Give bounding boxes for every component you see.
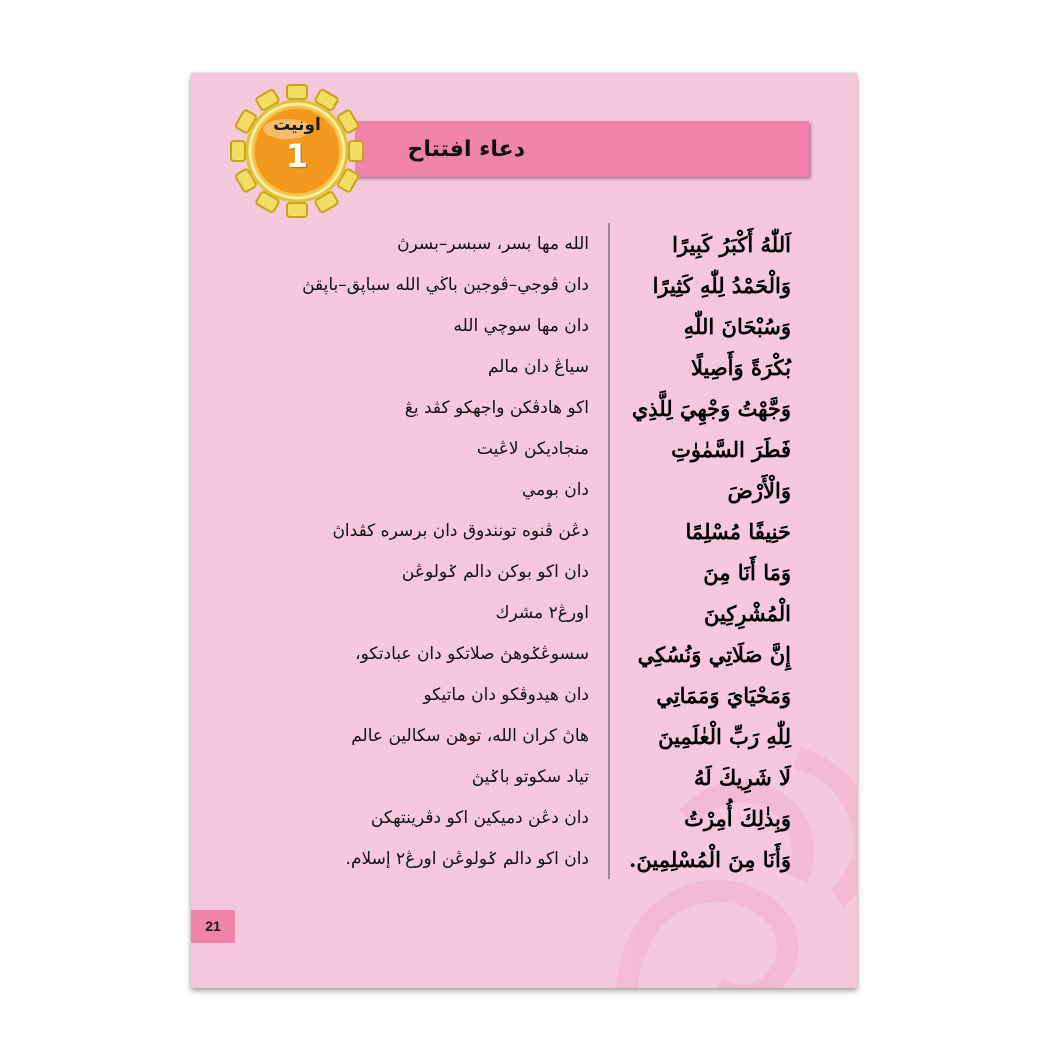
translation-line: دان ڤوجي–ڤوجين باڬي الله سباڽق–باڽقڽ xyxy=(302,275,589,295)
translation-line: سسوڠݢوهڽ صلاتكو دان عبادتكو، xyxy=(355,644,589,664)
prayer-line: إِنَّ صَلَاتِي وَنُسُكِي xyxy=(637,642,791,667)
translation-line: منجاديكن لاڠيت xyxy=(476,439,589,459)
prayer-line: وَجَّهْتُ وَجْهِيَ لِلَّذِي xyxy=(631,396,791,421)
prayer-line: فَطَرَ السَّمٰوٰتِ xyxy=(671,437,791,462)
translation-line: دان مها سوچي الله xyxy=(453,316,589,336)
prayer-line: وَسُبْحَانَ اللّٰهِ xyxy=(683,314,791,339)
page-number: 21 xyxy=(191,910,235,943)
prayer-line: وَأَنَا مِنَ الْمُسْلِمِينَ. xyxy=(629,847,791,872)
prayer-line: وَمَحْيَايَ وَمَمَاتِي xyxy=(656,683,791,708)
translation-line: دان هيدوڤكو دان ماتيكو xyxy=(423,685,589,705)
translation-line: دڠن ڤنوه تونندوق دان برسره كڤداڽ xyxy=(332,521,589,541)
translation-line: دان بومي xyxy=(522,480,589,500)
prayer-arabic-column xyxy=(616,224,791,880)
unit-label: اونيت xyxy=(273,115,321,135)
translation-line: هاڽ كران الله، توهن سكالين عالم xyxy=(351,726,589,746)
translation-line: اكو هادڤكن واجهكو كڤد يڠ xyxy=(404,398,589,418)
book-page xyxy=(191,73,857,988)
prayer-line: بُكْرَةً وَأَصِيلًا xyxy=(690,355,791,380)
page-title: دعاء افتتاح xyxy=(407,137,525,162)
prayer-line: الْمُشْرِكِينَ xyxy=(703,601,791,626)
prayer-line: لَا شَرِيكَ لَهُ xyxy=(694,765,791,790)
prayer-line: وَمَا أَنَا مِنَ xyxy=(703,560,791,585)
translation-line: تياد سكوتو باݢيڽ xyxy=(471,767,589,787)
prayer-line: وَبِذٰلِكَ أُمِرْتُ xyxy=(684,806,791,831)
prayer-line: وَالْأَرْضَ xyxy=(727,478,791,503)
translation-line: دان دڠن دميكين اكو دڤرينتهكن xyxy=(370,808,589,828)
translation-column xyxy=(211,224,589,880)
unit-number: 1 xyxy=(285,137,309,175)
translation-line: دان اكو بوكن دالم ݢولوڠن xyxy=(401,562,589,582)
prayer-line: حَنِيفًا مُسْلِمًا xyxy=(685,519,791,544)
column-divider xyxy=(608,223,610,879)
prayer-line: وَالْحَمْدُ لِلّٰهِ كَثِيرًا xyxy=(652,273,791,298)
prayer-line: اَللّٰهُ أَكْبَرُ كَبِيرًا xyxy=(672,232,791,257)
translation-line: سياڠ دان مالم xyxy=(487,357,589,377)
translation-line: اورڠ٢ مشرك xyxy=(495,603,589,623)
prayer-line: لِلّٰهِ رَبِّ الْعٰلَمِينَ xyxy=(658,724,791,749)
translation-line: دان اكو دالم ݢولوڠن اورڠ٢ إسلام. xyxy=(345,849,589,869)
translation-line: الله مها بسر، سبسر–بسرڽ xyxy=(397,234,589,254)
